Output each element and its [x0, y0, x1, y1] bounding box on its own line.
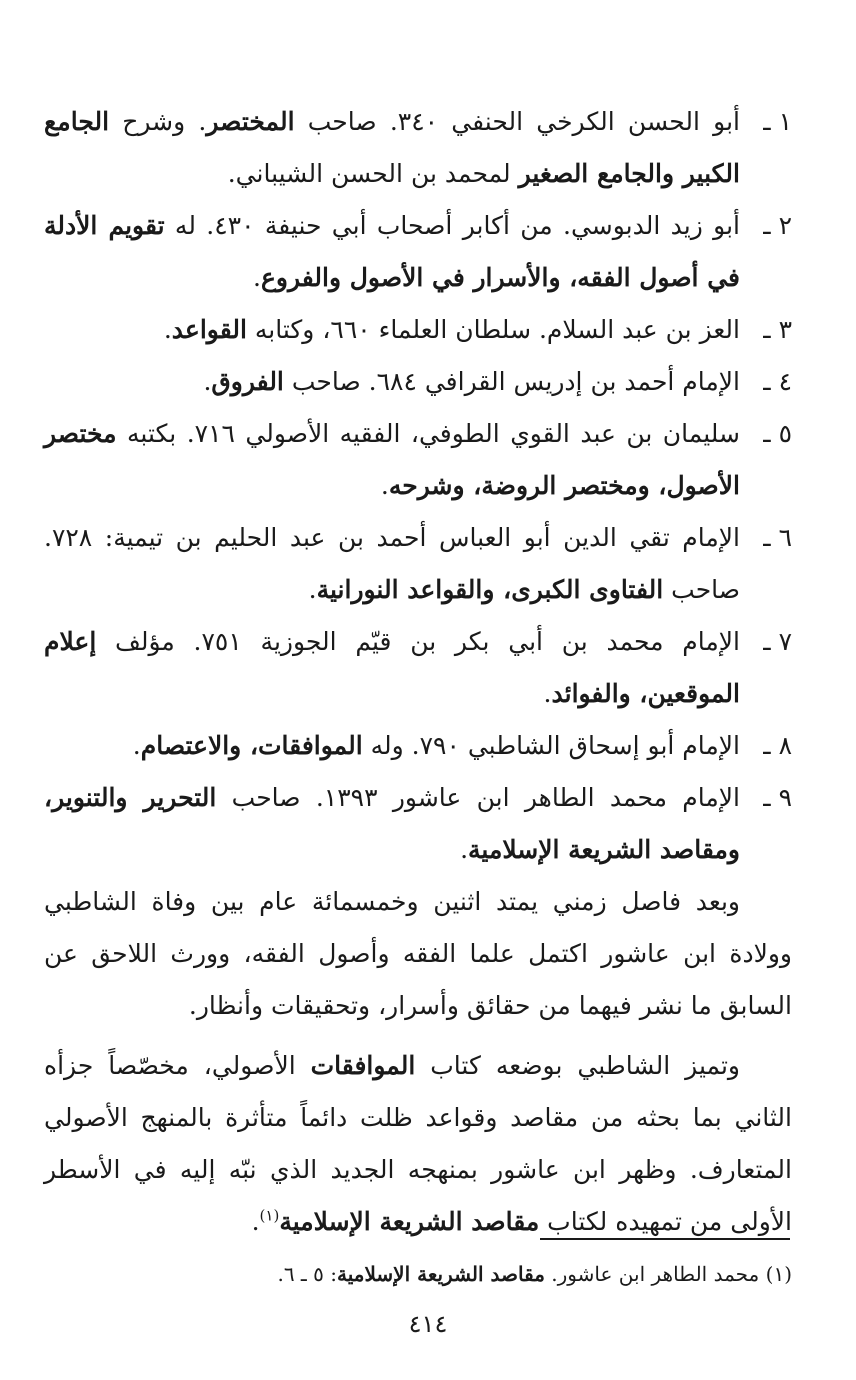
book-title: التحرير والتنوير، ومقاصد الشريعة الإسلامية [44, 783, 740, 864]
list-item-text: الإمام أحمد بن إدريس القرافي ٦٨٤. صاحب الفروق. [203, 367, 740, 396]
list-item-text: أبو الحسن الكرخي الحنفي ٣٤٠. صاحب المختصر. وشرح الجامع الكبير والجامع الصغير لمحمد بن الحسن الشيباني. [44, 107, 740, 188]
footnote-marker: (١) [765, 1262, 792, 1286]
list-item [44, 772, 792, 876]
list-item-text: سليمان بن عبد القوي الطوفي، الفقيه الأصولي ٧١٦. بكتبه مختصر الأصول، ومختصر الروضة، وشرحه. [44, 419, 740, 500]
book-title: مقاصد الشريعة الإسلامية [337, 1262, 545, 1286]
list-item-text: الإمام محمد بن أبي بكر بن قيّم الجوزية ٧٥١. مؤلف إعلام الموقعين، والفوائد. [44, 627, 740, 708]
list-item-text: الإمام محمد الطاهر ابن عاشور ١٣٩٣. صاحب التحرير والتنوير، ومقاصد الشريعة الإسلامية. [44, 783, 740, 864]
list-item-number: ٣ ـ [763, 315, 792, 344]
paragraph: وبعد فاصل زمني يمتد اثنين وخمسمائة عام بين وفاة الشاطبي وولادة ابن عاشور اكتمل علما الفقه وأصول الفقه، وورث اللاحق عن السابق ما نشر فيهما من حقائق وأسرار، وتحقيقات وأنظار. [44, 887, 792, 1020]
list-item-number: ٢ ـ [763, 211, 792, 240]
main-text [44, 96, 792, 1248]
list-item-text: الإمام تقي الدين أبو العباس أحمد بن عبد الحليم بن تيمية: ٧٢٨. صاحب الفتاوى الكبرى، والقواعد النورانية. [44, 523, 740, 604]
list-item-number: ٦ ـ [763, 523, 792, 552]
list-item-number: ٩ ـ [763, 783, 792, 812]
book-title: مقاصد الشريعة الإسلامية [279, 1207, 540, 1236]
list-item [44, 720, 792, 772]
list-item [44, 356, 792, 408]
book-title: الموافقات، والاعتصام [140, 731, 363, 760]
list-item [44, 616, 792, 720]
book-title: الجامع الكبير والجامع الصغير [44, 107, 740, 188]
paragraph: وتميز الشاطبي بوضعه كتاب الموافقات الأصولي، مخصّصاً جزأه الثاني بما بحثه من مقاصد وقواعد ظلت دائماً متأثرة بالمنهج الأصولي المتعارف. وظهر ابن عاشور بمنهجه الجديد الذي نبّه إليه في الأسطر الأولى من تمهيده لكتاب مقاصد الشريعة الإسلامية$^{(١)}$. [44, 1051, 792, 1236]
footnote: (١) محمد الطاهر ابن عاشور. مقاصد الشريعة الإسلامية: ٥ ـ ٦. [277, 1262, 792, 1286]
list-item-number: ٨ ـ [763, 731, 792, 760]
book-title: الفروق [211, 367, 284, 396]
list-item [44, 96, 792, 200]
list-item-text: العز بن عبد السلام. سلطان العلماء ٦٦٠، وكتابه القواعد. [163, 315, 740, 344]
footnote-divider [540, 1238, 790, 1240]
book-title: القواعد [171, 315, 247, 344]
book-title: الموافقات [310, 1051, 416, 1080]
list-item-text: أبو زيد الدبوسي. من أكابر أصحاب أبي حنيفة ٤٣٠. له تقويم الأدلة في أصول الفقه، والأسرار في الأصول والفروع. [44, 211, 740, 292]
list-item [44, 200, 792, 304]
list-item [44, 304, 792, 356]
book-title: المختصر [206, 107, 295, 136]
book-title: إعلام الموقعين، والفوائد [44, 627, 740, 708]
list-item [44, 512, 792, 616]
footnote-reference[interactable]: (١) [259, 1206, 280, 1225]
book-title: تقويم الأدلة في أصول الفقه، والأسرار في الأصول والفروع [44, 211, 740, 292]
list-item-number: ٤ ـ [763, 367, 792, 396]
list-item-number: ٥ ـ [763, 419, 792, 448]
list-item-number: ٧ ـ [763, 627, 792, 656]
book-title: مختصر الأصول، ومختصر الروضة، وشرحه [44, 419, 740, 500]
list-item-number: ١ ـ [763, 107, 792, 136]
page-number: ٤١٤ [408, 1310, 448, 1338]
book-title: الفتاوى الكبرى، والقواعد النورانية [316, 575, 664, 604]
list-item-text: الإمام أبو إسحاق الشاطبي ٧٩٠. وله الموافقات، والاعتصام. [132, 731, 740, 760]
list-item [44, 408, 792, 512]
